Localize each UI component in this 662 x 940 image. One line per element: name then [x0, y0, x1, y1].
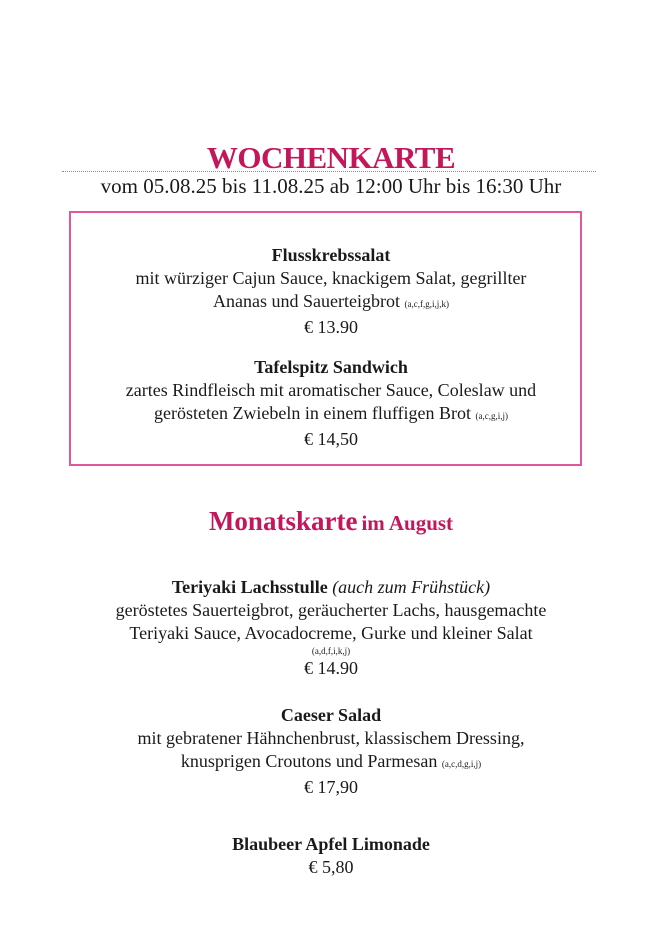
dish-name: Flusskrebssalat — [271, 245, 391, 265]
dish-price: € 5,80 — [308, 857, 354, 877]
dish-price: € 13.90 — [304, 317, 358, 337]
monthly-item-1 — [0, 576, 662, 680]
dish-name: Tafelspitz Sandwich — [254, 357, 408, 377]
allergen-codes: (a,c,f,g,i,j,k) — [404, 299, 449, 309]
monthly-item-3 — [0, 833, 662, 879]
dish-price: € 14,50 — [304, 429, 358, 449]
dish-description: geröstetes Sauerteigbrot, geräucherter Lachs, hausgemachte — [115, 600, 547, 620]
dish-name: Caeser Salad — [280, 705, 382, 725]
dish-name: Teriyaki Lachsstulle — [171, 577, 328, 597]
allergen-codes: (a,c,g,i,j) — [475, 411, 509, 421]
dish-description: mit gebratener Hähnchenbrust, klassischem Dressing, — [137, 728, 525, 748]
dish-heading — [0, 576, 662, 599]
dish-name: Blaubeer Apfel Limonade — [232, 834, 430, 854]
monthly-title: Monatskarte im August — [208, 506, 454, 536]
dish-description: zartes Rindfleisch mit aromatischer Sauce, Coleslaw und — [125, 380, 537, 400]
allergen-codes: (a,d,f,i,k,j) — [311, 646, 351, 656]
allergen-codes: (a,c,d,g,i,j) — [441, 759, 482, 769]
monthly-item-2 — [0, 704, 662, 799]
weekly-item-1 — [0, 244, 662, 339]
dish-description: Teriyaki Sauce, Avocadocreme, Gurke und kleiner Salat — [129, 623, 533, 643]
dish-note: (auch zum Frühstück) — [332, 577, 491, 597]
dish-description: gerösteten Zwiebeln in einem fluffigen Brot (a,c,g,i,j) — [153, 403, 509, 423]
title-divider — [62, 171, 596, 172]
dish-description: mit würziger Cajun Sauce, knackigem Salat, gegrillter — [135, 268, 527, 288]
weekly-item-2 — [0, 356, 662, 451]
weekly-date-range: vom 05.08.25 bis 11.08.25 ab 12:00 Uhr bis 16:30 Uhr — [100, 174, 562, 198]
dish-price: € 14.90 — [304, 658, 358, 678]
weekly-title: WOCHENKARTE — [206, 140, 456, 175]
dish-price: € 17,90 — [304, 777, 358, 797]
dish-description: knusprigen Croutons und Parmesan (a,c,d,g,i,j) — [180, 751, 482, 771]
dish-description: Ananas und Sauerteigbrot (a,c,f,g,i,j,k) — [213, 291, 449, 311]
